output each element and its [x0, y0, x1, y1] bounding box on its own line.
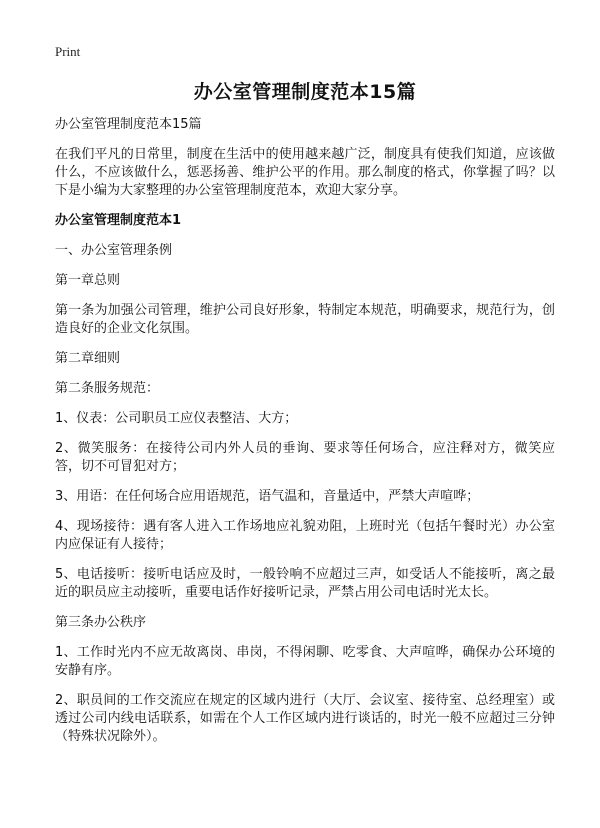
paragraph: 第二章细则 [55, 351, 121, 366]
paragraph: 2、微笑服务：在接待公司内外人员的垂询、要求等任何场合，应注释对方，微笑应答，切不可冒犯对方； [55, 441, 555, 474]
paragraph: 2、职员间的工作交流应在规定的区域内进行（大厅、会议室、接待室、总经理室）或透过公司内线电话联系，如需在个人工作区域内进行谈话的，时光一般不应超过三分钟（特殊状况除外）。 [55, 693, 555, 744]
paragraph: 第二条服务规范： [55, 381, 160, 396]
paragraph: 1、工作时光内不应无故离岗、串岗，不得闲聊、吃零食、大声喧哗，确保办公环境的安静有序。 [55, 645, 555, 678]
paragraph: 第三条办公秩序 [55, 615, 147, 630]
section-heading: 办公室管理制度范本1 [55, 213, 182, 228]
paragraph: 3、用语：在任何场合应用语规范，语气温和，音量适中，严禁大声喧哗； [55, 489, 480, 504]
paragraph: 第一章总则 [55, 273, 121, 288]
paragraph: 5、电话接听：接听电话应及时，一般铃响不应超过三声，如受话人不能接听，离之最近的职员应主动接听，重要电话作好接听记录，严禁占用公司电话时光太长。 [55, 567, 555, 600]
document-title: 办公室管理制度范本15篇 [193, 81, 417, 103]
paragraph: 第一条为加强公司管理，维护公司良好形象，特制定本规范，明确要求，规范行为，创造良好的企业文化氛围。 [55, 303, 555, 336]
paragraph: 办公室管理制度范本15篇 [55, 117, 202, 132]
document-body [55, 78, 555, 758]
paragraph: 4、现场接待：遇有客人进入工作场地应礼貌劝阻，上班时光（包括午餐时光）办公室内应保证有人接待； [55, 519, 555, 552]
paragraph: 在我们平凡的日常里，制度在生活中的使用越来越广泛，制度具有使我们知道，应该做什么，不应该做什么，惩恶扬善、维护公平的作用。那么制度的格式，你掌握了吗？以下是小编为大家整理的办公室管理制度范本，欢迎大家分享。 [55, 147, 555, 198]
paragraph: 1、仪表：公司职员工应仪表整洁、大方； [55, 411, 298, 426]
print-link[interactable]: Print [55, 44, 81, 59]
paragraph: 一、办公室管理条例 [55, 243, 173, 258]
paragraph-list [55, 116, 555, 746]
